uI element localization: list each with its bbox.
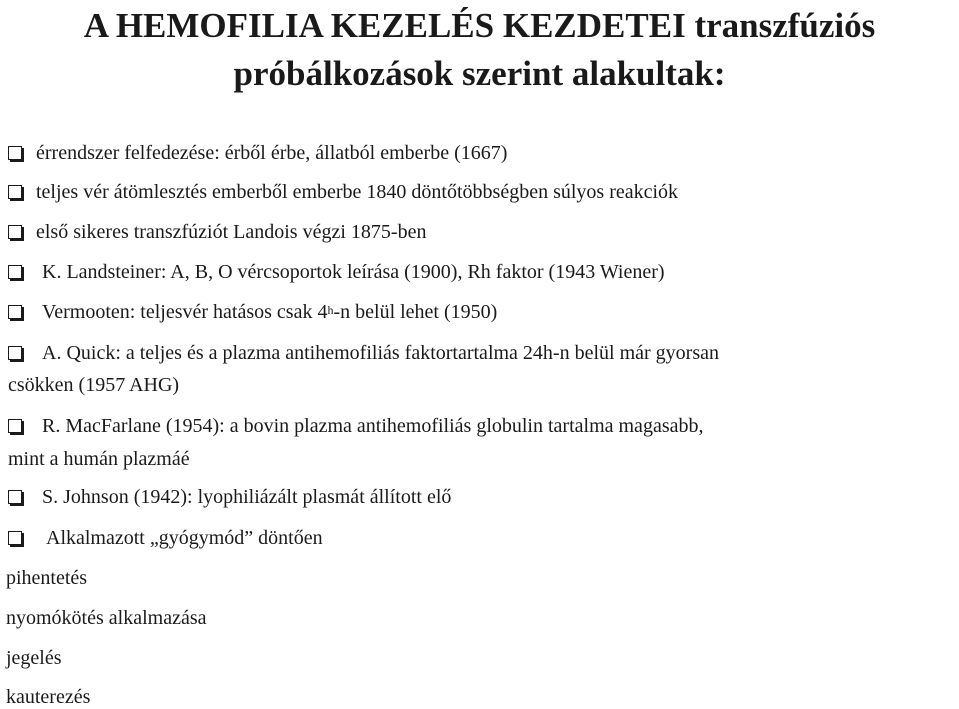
list-item-text: K. Landsteiner: A, B, O vércsoportok leírása (1900), Rh faktor (1943 Wiener) (42, 261, 665, 283)
superscript: h (327, 303, 334, 317)
checkbox-bullet-icon (8, 146, 22, 160)
checkbox-bullet-icon (8, 305, 22, 319)
list-item-text: első sikeres transzfúziót Landois végzi 1875-ben (36, 221, 427, 243)
list-item-text: érrendszer felfedezése: érből érbe, állatból emberbe (1667) (36, 142, 508, 164)
method-item: nyomókötés alkalmazása (6, 607, 207, 629)
checkbox-bullet-icon (8, 490, 22, 504)
checkbox-bullet-icon (8, 265, 22, 279)
checkbox-bullet-icon (8, 185, 22, 199)
list-item-text: A. Quick: a teljes és a plazma antihemofiliás faktortartalma 24h-n belül már gyorsan (42, 342, 719, 364)
title-line-2: próbálkozások szerint alakultak: (233, 54, 726, 93)
list-item-continuation: csökken (1957 AHG) (8, 374, 180, 396)
method-item: jegelés (6, 647, 62, 669)
list-item-continuation: mint a humán plazmáé (8, 448, 190, 470)
list-item-text: R. MacFarlane (1954): a bovin plazma antihemofiliás globulin tartalma magasabb, (42, 415, 704, 437)
list-item-text: Vermooten: teljesvér hatásos csak 4$^h$-n belül lehet (1950) (42, 301, 498, 323)
list-item-text: S. Johnson (1942): lyophiliázált plasmát állított elő (42, 486, 452, 508)
method-item: pihentetés (6, 567, 88, 589)
checkbox-bullet-icon (8, 419, 22, 433)
checkbox-bullet-icon (8, 531, 22, 545)
method-item: kauterezés (6, 686, 91, 708)
list-item-text: teljes vér átömlesztés emberből emberbe 1840 döntőtöbbségben súlyos reakciók (36, 181, 679, 203)
checkbox-bullet-icon (8, 346, 22, 360)
checkbox-bullet-icon (8, 225, 22, 239)
list-item-text: Alkalmazott „gyógymód” döntően (46, 527, 323, 549)
title-line-1: A HEMOFILIA KEZELÉS KEZDETEI transzfúziós (83, 6, 876, 45)
